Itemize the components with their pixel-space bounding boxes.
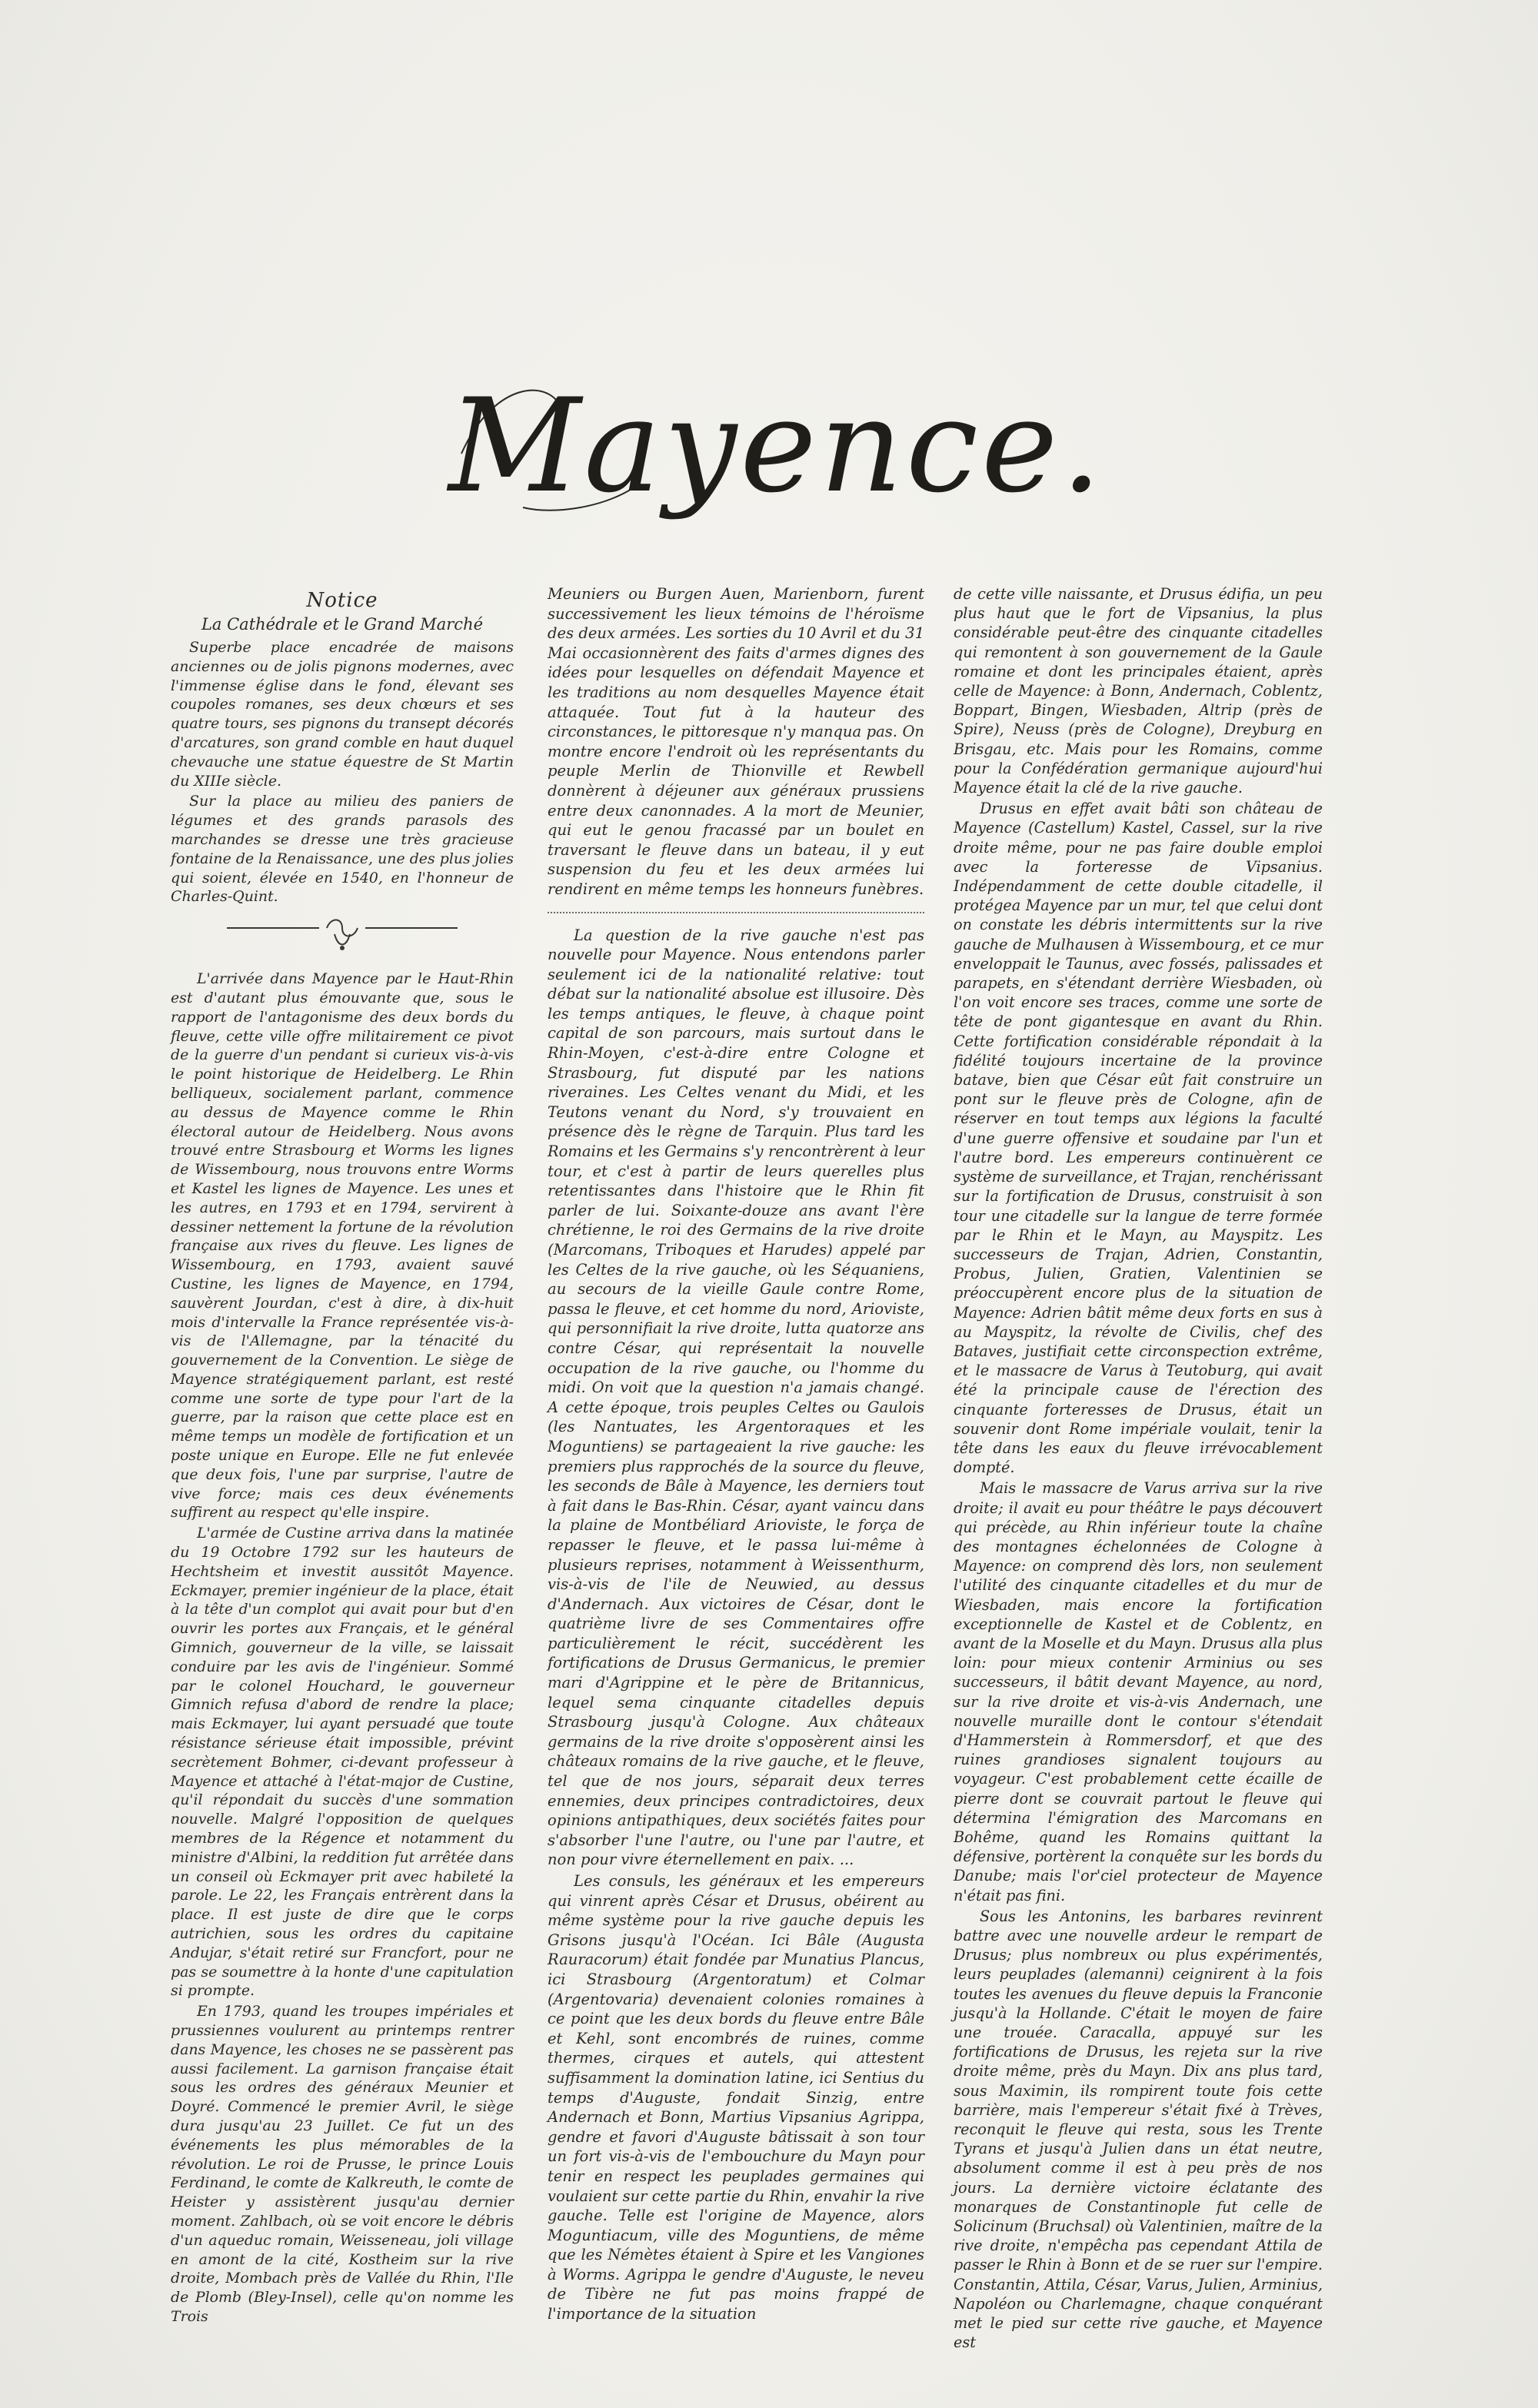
column-1 [171, 584, 514, 2327]
dotted-divider [548, 912, 924, 913]
text-paragraph: Les consuls, les généraux et les empereurs qui vinrent après César et Drusus, obéirent au même système pour la rive gauche depuis les Grisons jusqu'à l'Océan. Ici Bâle (Augusta Rauracorum) était fondée par Munatius Plancus, ici Strasbourg (Argentoratum) et Colmar (Argentovaria) devenaient colonies romaines à ce point que les deux bords du fleuve entre Bâle et Kehl, sont encombrés de ruines, comme thermes, cirques et autels, qui attestent suffisamment la domination latine, ici Sentius du temps d'Auguste, fondait Sinzig, entre Andernach et Bonn, Martius Vipsanius Agrippa, gendre et favori d'Auguste bâtissait à son tour un fort vis-à-vis de l'embouchure du Mayn pour tenir en respect les peuplades germaines qui voulaient sur cette partie du Rhin, envahir la rive gauche. Telle est l'origine de Mayence, alors Moguntiacum, ville des Moguntiens, de même que les Némètes étaient à Spire et les Vangiones à Worms. Agrippa le gendre d'Auguste, le neveu de Tibère ne fut pas moins frappé de l'importance de la situation [548, 1872, 924, 2323]
column-2 [548, 584, 924, 2324]
text-paragraph: Meuniers ou Burgen Auen, Marienborn, furent successivement les lieux témoins de l'héroïsme des deux armées. Les sorties du 10 Avril et du 31 Mai occasionnèrent des faits d'armes dignes des idées pour lesquelles on défendait Mayence et les traditions au nom desquelles Mayence était attaquée. Tout fut à la hauteur des circonstances, le pittoresque n'y manqua pas. On montre encore l'endroit où les représentants du peuple Merlin de Thionville et Rewbell donnèrent à déjeuner aux généraux prussiens entre deux canonnades. A la mort de Meunier, qui eut le genou fracassé par un boulet en traversant le fleuve dans un bateau, il y eut suspension du feu et les deux armées lui rendirent en même temps les honneurs funèbres. [548, 585, 924, 898]
text-paragraph: En 1793, quand les troupes impériales et prussiennes voulurent au printemps rentrer dans Mayence, les choses ne se passèrent pas aussi facilement. La garnison française était sous les ordres des généraux Meunier et Doyré. Commencé le premier Avril, le siège dura jusqu'au 23 Juillet. Ce fut un des événements les plus mémorables de la révolution. Le roi de Prusse, le prince Louis Ferdinand, le comte de Kalkreuth, le comte de Heister y assistèrent jusqu'au dernier moment. Zahlbach, où se voit encore le débris d'un aqueduc romain, Weisseneau, joli village en amont de la cité, Kostheim sur la rive droite, Mombach près de Vallée du Rhin, l'Ile de Plomb (Bley-Insel), celle qu'on nomme les Trois [171, 2003, 514, 2325]
text-paragraph: Drusus en effet avait bâti son château de Mayence (Castellum) Kastel, Cassel, sur la rive droite même, pour ne pas faire double emploi avec la forteresse de Vipsanius. Indépendamment de cette double citadelle, il protégea Mayence par un mur, tel que celui dont on constate les débris intermittents sur la rive gauche de Mulhausen à Wissembourg, et ce mur enveloppait le Taunus, avec fossés, palissades et parapets, en s'étendant derrière Wiesbaden, où l'on voit encore ses traces, comme une sorte de tête de pont gigantesque en avant du Rhin. Cette fortification considérable répondait à la fidélité toujours incertaine de la province batave, bien que César eût fait construire un pont sur le fleuve près de Cologne, afin de réserver en tout temps aux légions la faculté d'une guerre offensive et soudaine par l'un et l'autre bord. Les empereurs continuèrent ce système de surveillance, et Trajan, renchérissant sur la fortification de Drusus, construisit à son tour une citadelle sur la langue de terre formée par le Rhin et le Mayn, au Mayspitz. Les successeurs de Trajan, Adrien, Constantin, Probus, Julien, Gratien, Valentinien se préoccupèrent encore plus de la situation de Mayence: Adrien bâtit même deux forts en sus à au Mayspitz, la révolte de Civilis, chef des Bataves, justifiait cette circonspection extrême, et le massacre de Varus à Teutoburg, qui avait été la principale cause de l'érection des cinquante forteresses de Drusus, était un souvenir dont Rome impériale voulait, tenir la tête dans les eaux du fleuve irrévocablement dompté. [954, 800, 1323, 1477]
text-paragraph: La question de la rive gauche n'est pas nouvelle pour Mayence. Nous entendons parler seulement ici de la nationalité relative: tout débat sur la nationalité absolue est illusoire. Dès les temps antiques, le fleuve, à chaque point capital de son parcours, mais surtout dans le Rhin-Moyen, c'est-à-dire entre Cologne et Strasbourg, fut disputé par les nations riveraines. Les Celtes venant du Midi, et les Teutons venant du Nord, s'y trouvaient en présence dès le règne de Tarquin. Plus tard les Romains et les Germains s'y rencontrèrent à leur tour, et c'est à partir de leurs querelles plus retentissantes dans l'histoire que le Rhin fit parler de lui. Soixante-douze ans avant l'ère chrétienne, le roi des Germains de la rive droite (Marcomans, Triboques et Harudes) appelé par les Celtes de la rive gauche, où les Séquaniens, au secours de la vieille Gaule contre Rome, passa le fleuve, et cet homme du nord, Arioviste, qui personnifiait la rive droite, lutta quatorze ans contre César, qui représentait la nouvelle occupation de la rive gauche, ou l'homme du midi. On voit que la question n'a jamais changé. A cette époque, trois peuples Celtes ou Gaulois (les Nantuates, les Argentoraques et les Moguntiens) se partageaient la rive gauche: les premiers plus rapprochés de la source du fleuve, les seconds de Bâle à Mayence, les derniers tout à fait dans le Bas-Rhin. César, ayant vaincu dans la plaine de Montbéliard Arioviste, le força de repasser le fleuve, et le passa lui-même à plusieurs reprises, notamment à Weissenthurm, vis-à-vis de l'ile de Neuwied, au dessus d'Andernach. Aux victoires de César, dont le quatrième livre de ses Commentaires offre particulièrement le récit, succédèrent les fortifications de Drusus Germanicus, le premier mari d'Agrippine et le père de Britannicus, lequel sema cinquante citadelles depuis Strasbourg jusqu'à Cologne. Aux châteaux germains de la rive droite s'opposèrent ainsi les châteaux romains de la rive gauche, et le fleuve, tel que de nos jours, séparait deux terres ennemies, deux principes contradictoires, deux opinions antipathiques, deux sociétés faites pour s'absorber l'une l'autre, ou l'une par l'autre, et non pour vivre éternellement en paix. ... [548, 926, 924, 1869]
text-paragraph: L'arrivée dans Mayence par le Haut-Rhin est d'autant plus émouvante que, sous le rapport de l'antagonisme des deux bords du fleuve, cette ville offre militairement ce pivot de la guerre d'un pendant si curieux vis-à-vis le point historique de Heidelberg. Le Rhin belliqueux, socialement parlant, commence au dessus de Mayence comme le Rhin électoral autour de Heidelberg. Nous avons trouvé entre Strasbourg et Worms les lignes de Wissembourg, nous trouvons entre Worms et Kastel les lignes de Mayence. Les unes et les autres, en 1793 et en 1794, servirent à dessiner nettement la fortune de la révolution française aux rives du fleuve. Les lignes de Wissembourg, en 1793, avaient sauvé Custine, les lignes de Mayence, en 1794, sauvèrent Jourdan, c'est à dire, à dix-huit mois d'intervalle la France représentée vis-à-vis de l'Allemagne, par la ténacité du gouvernement de la Convention. Le siège de Mayence stratégiquement parlant, est resté comme une sorte de type pour l'art de la guerre, par la raison que cette place est en même temps un modèle de fortification et un poste unique en Europe. Elle ne fut enlevée que deux fois, l'une par surprise, l'autre de vive force; mais ces deux événements suffirent au respect qu'elle inspire. [171, 970, 514, 1522]
text-paragraph: Sous les Antonins, les barbares revinrent battre avec une nouvelle ardeur le rempart de Drusus; plus nombreux ou plus expérimentés, leurs peuplades (alemanni) ceignirent à la fois toutes les avenues du fleuve depuis la Franconie jusqu'à la Hollande. C'était le moyen de faire une trouée. Caracalla, appuyé sur les fortifications de Drusus, les rejeta sur la rive droite même, près du Mayn. Dix ans plus tard, sous Maximin, ils rompirent toute fois cette barrière, mais l'empereur s'était fixé à Trèves, reconquit le fleuve qui resta, sous les Trente Tyrans et jusqu'à Julien dans un état neutre, absolument comme il est à peu près de nos jours. La dernière victoire éclatante des monarques de Constantinople fut celle de Solicinum (Bruchsal) où Valentinien, maître de la rive droite, n'empêcha pas cependant Attila de passer le Rhin à Bonn et de se ruer sur l'empire. Constantin, Attila, César, Varus, Julien, Arminius, Napoléon ou Charlemagne, chaque conquérant met le pied sur cette rive gauche, et Mayence est [954, 1907, 1323, 2352]
notice-heading: Notice [306, 589, 378, 612]
text-paragraph: de cette ville naissante, et Drusus édifia, un peu plus haut que le fort de Vipsanius, la plus considérable peut-être des cinquante citadelles qui remontent à son gouvernement de la Gaule romaine et dont les principales étaient, après celle de Mayence: à Bonn, Andernach, Coblentz, Boppart, Bingen, Wiesbaden, Altrip (près de Spire), Neuss (près de Cologne), Dreyburg en Brisgau, etc. Mais pour les Romains, comme pour la Confédération germanique aujourd'hui Mayence était la clé de la rive gauche. [954, 585, 1323, 797]
ornament-divider [227, 917, 458, 953]
text-paragraph: Mais le massacre de Varus arriva sur la rive droite; il avait eu pour théâtre le pays découvert qui précède, au Rhin inférieur toute la chaîne des montagnes échelonnées de Cologne à Mayence: on comprend dès lors, non seulement l'utilité des cinquante citadelles et du mur de Wiesbaden, mais encore la fortification exceptionnelle de Kastel et de Coblentz, en avant de la Moselle et du Mayn. Drusus alla plus loin: pour mieux contenir Arminius ou ses successeurs, il bâtit devant Mayence, au nord, sur la rive droite et vis-à-vis Andernach, une nouvelle muraille dont le contour s'étendait d'Hammerstein à Rommersdorf, et que des ruines grandioses signalent toujours au voyageur. C'est probablement cette écaille de pierre dont se couvrait partout le fleuve qui détermina l'émigration des Marcomans en Bohême, quand les Romains quittant la défensive, portèrent la conquête sur les bords du Danube; mais l'or'ciel protecteur de Mayence n'était pas fini. [954, 1479, 1323, 1904]
notice-body [171, 638, 514, 906]
page-title: Mayence. [448, 371, 1105, 521]
column-3 [954, 584, 1323, 2352]
text-paragraph: L'armée de Custine arriva dans la matinée du 19 Octobre 1792 sur les hauteurs de Hechtsheim et investit aussitôt Mayence. Eckmayer, premier ingénieur de la place, était à la tête d'un complot qui avait pour but d'en ouvrir les portes aux Français, et le général Gimnich, gouverneur de la ville, se laissait conduire par les avis de l'ingénieur. Sommé par le colonel Houchard, le gouverneur Gimnich refusa d'abord de rendre la place; mais Eckmayer, lui ayant persuadé que toute résistance sérieuse était impossible, prévint secrètement Bohmer, ci-devant professeur à Mayence et attaché à l'état-major de Custine, qu'il répondait du succès d'une sommation nouvelle. Malgré l'opposition de quelques membres de la Régence et notamment du ministre d'Albini, la reddition fut arrêtée dans un conseil où Eckmayer prit avec habileté la parole. Le 22, les Français entrèrent dans la place. Il est juste de dire que le corps autrichien, sous les ordres du capitaine Andujar, s'était retiré sur Francfort, pour ne pas se soumettre à la honte d'une capitulation si prompte. [171, 1525, 514, 2000]
notice-paragraph: Sur la place au milieu des paniers de légumes et des grands parasols des marchandes se dresse une très gracieuse fontaine de la Renaissance, une des plus jolies qui soient, élevée en 1540, en l'honneur de Charles-Quint. [171, 793, 514, 906]
notice-paragraph: Superbe place encadrée de maisons anciennes ou de jolis pignons modernes, avec l'immense église dans le fond, élevant ses coupoles romanes, ses deux chœurs et ses quatre tours, ses pignons du transept décorés d'arcatures, son grand comble en haut duquel chevauche une statue équestre de St Martin du XIIIe siècle. [171, 639, 514, 790]
notice-subheading: La Cathédrale et le Grand Marché [201, 615, 484, 634]
